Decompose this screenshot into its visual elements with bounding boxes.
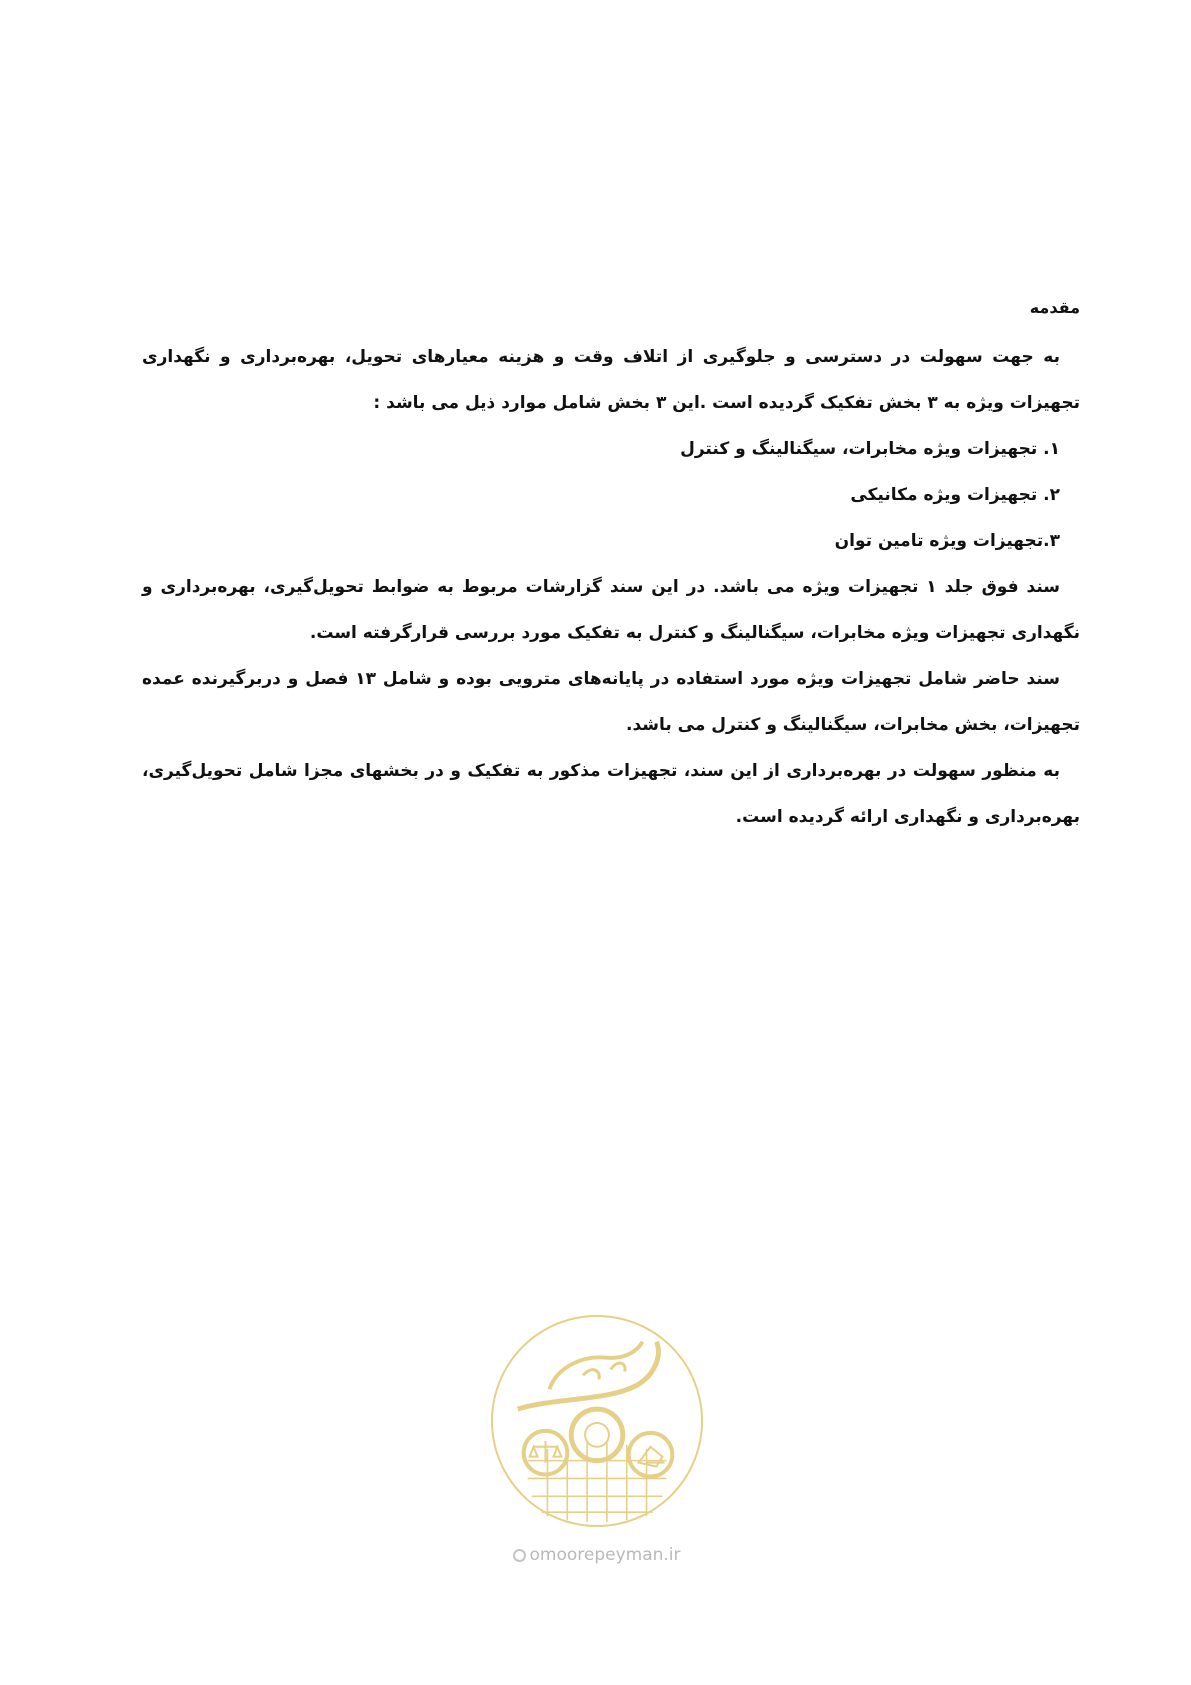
equipment-list — [142, 426, 1080, 564]
intro-paragraph: به جهت سهولت در دسترسی و جلوگیری از اتلاف وقت و هزینه معیارهای تحویل، بهره‌برداری و نگهداری تجهیزات ویژه به ۳ بخش تفکیک گردیده است .این ۳ بخش شامل موارد ذیل می باشد : — [142, 347, 1080, 413]
instagram-icon — [513, 1549, 526, 1562]
website-text: omoorepeyman.ir — [529, 1545, 681, 1565]
watermark-website — [488, 1545, 706, 1565]
watermark-logo — [488, 1312, 706, 1530]
document-body — [142, 296, 1080, 840]
list-item: ۳.تجهیزات ویژه تامین توان — [834, 531, 1060, 551]
volume-paragraph: سند فوق جلد ۱ تجهیزات ویژه می باشد. در این سند گزارشات مربوط به ضوابط تحویل‌گیری، بهره‌برداری و نگهداری تجهیزات ویژه مخابرات، سیگنالینگ و کنترل به تفکیک مورد بررسی قرارگرفته است. — [142, 577, 1080, 643]
list-item: ۲. تجهیزات ویژه مکانیکی — [850, 485, 1060, 505]
scope-paragraph: سند حاضر شامل تجهیزات ویژه مورد استفاده در پایانه‌های مترویی بوده و شامل ۱۳ فصل و دربرگیرنده عمده تجهیزات، بخش مخابرات، سیگنالینگ و کنترل می باشد. — [142, 669, 1080, 735]
list-item: ۱. تجهیزات ویژه مخابرات، سیگنالینگ و کنترل — [680, 439, 1060, 459]
section-heading: مقدمه — [1029, 298, 1080, 317]
usage-paragraph: به منظور سهولت در بهره‌برداری از این سند، تجهیزات مذکور به تفکیک و در بخشهای مجزا شامل تحویل‌گیری، بهره‌برداری و نگهداری ارائه گردیده است. — [142, 761, 1080, 827]
